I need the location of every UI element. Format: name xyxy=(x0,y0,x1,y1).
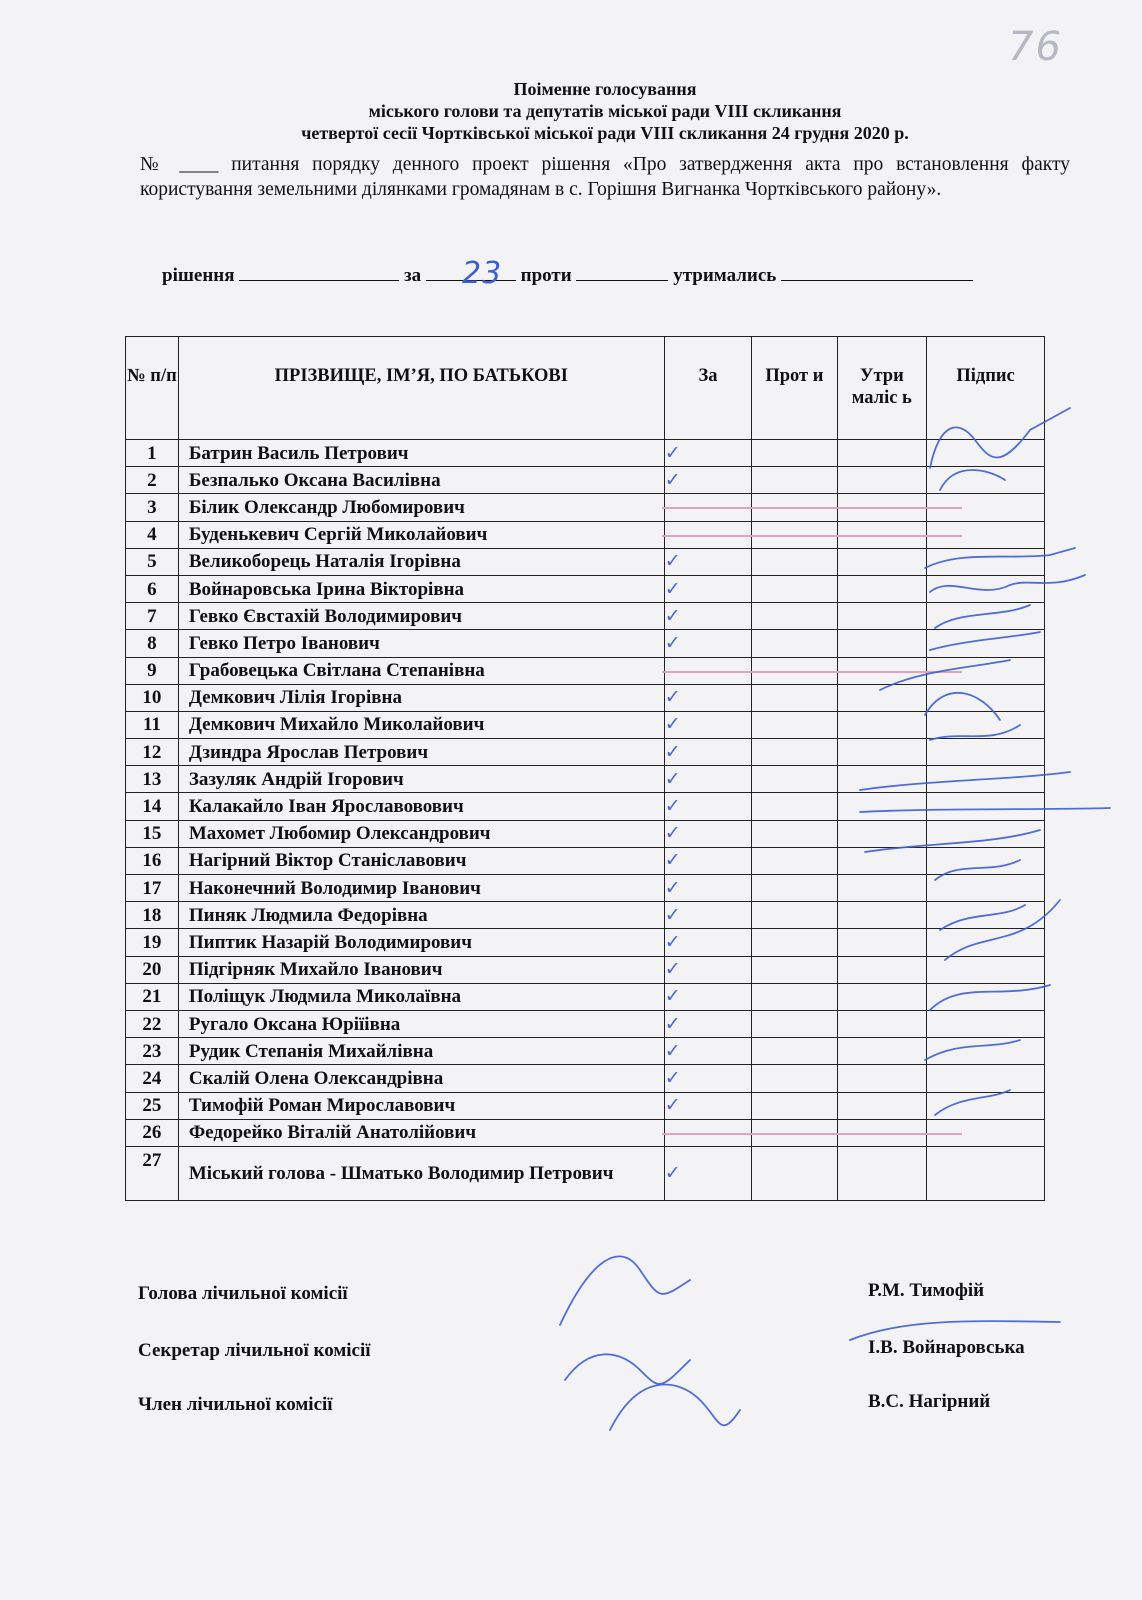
row-vote-for: ✓ xyxy=(664,820,751,847)
signature-member xyxy=(610,1385,740,1430)
row-vote-abstained xyxy=(837,929,926,956)
title-line-1: Поіменне голосування xyxy=(513,79,697,99)
vote-results-line xyxy=(162,262,1062,287)
row-number: 15 xyxy=(126,820,179,847)
row-name: Тимофій Роман Мирославович xyxy=(178,1092,664,1119)
row-signature xyxy=(927,847,1045,874)
row-name: Демкович Лілія Ігорівна xyxy=(178,684,664,711)
row-vote-abstained xyxy=(837,766,926,793)
row-number: 26 xyxy=(126,1119,179,1146)
table-row xyxy=(126,1038,1045,1065)
row-name: Батрин Василь Петрович xyxy=(178,440,664,467)
table-header-row xyxy=(126,337,1045,440)
row-vote-for: ✓ xyxy=(664,902,751,929)
row-vote-for: ✓ xyxy=(664,1038,751,1065)
row-name: Буденькевич Сергій Миколайович xyxy=(178,521,664,548)
row-vote-for: ✓ xyxy=(664,684,751,711)
row-name: Гевко Петро Іванович xyxy=(178,630,664,657)
row-vote-against xyxy=(752,548,837,575)
row-vote-against xyxy=(752,630,837,657)
row-vote-against xyxy=(752,467,837,494)
row-name: Поліщук Людмила Миколаївна xyxy=(178,983,664,1010)
title-line-3: четвертої сесії Чортківської міської ради VIII скликання 24 грудня 2020 р. xyxy=(301,123,909,143)
table-row xyxy=(126,793,1045,820)
row-number: 17 xyxy=(126,875,179,902)
row-vote-abstained xyxy=(837,956,926,983)
row-vote-for: ✓ xyxy=(664,1065,751,1092)
table-row xyxy=(126,684,1045,711)
row-vote-against xyxy=(752,711,837,738)
table-row xyxy=(126,929,1045,956)
row-name: Міський голова - Шматько Володимир Петрович xyxy=(178,1146,664,1200)
row-number: 25 xyxy=(126,1092,179,1119)
row-name: Рудик Степанія Михайлівна xyxy=(178,1038,664,1065)
row-signature xyxy=(927,548,1045,575)
table-row xyxy=(126,766,1045,793)
row-signature xyxy=(927,603,1045,630)
header-name: ПРІЗВИЩЕ, ІМ’Я, ПО БАТЬКОВІ xyxy=(178,337,664,440)
row-name: Дзиндра Ярослав Петрович xyxy=(178,739,664,766)
row-vote-abstained xyxy=(837,820,926,847)
row-number: 3 xyxy=(126,494,179,521)
row-vote-for: ✓ xyxy=(664,766,751,793)
row-number: 7 xyxy=(126,603,179,630)
row-signature xyxy=(927,929,1045,956)
row-vote-against xyxy=(752,847,837,874)
agenda-question: № ____ питання порядку денного проект рішення «Про затвердження акта про встановлення факту користування земельними ділянками громадянам в с. Горішня Вигнанка Чортківського району». xyxy=(140,154,1070,200)
row-vote-abstained xyxy=(837,440,926,467)
header-signature: Підпис xyxy=(927,337,1045,440)
row-vote-for: ✓ xyxy=(664,1010,751,1037)
row-vote-for: ✓ xyxy=(664,548,751,575)
row-name: Федорейко Віталій Анатолійович xyxy=(178,1119,664,1146)
table-row xyxy=(126,711,1045,738)
row-signature xyxy=(927,793,1045,820)
table-row xyxy=(126,1010,1045,1037)
row-vote-for: ✓ xyxy=(664,1092,751,1119)
row-vote-against xyxy=(752,1010,837,1037)
row-number: 5 xyxy=(126,548,179,575)
row-number: 14 xyxy=(126,793,179,820)
table-row xyxy=(126,467,1045,494)
row-vote-abstained xyxy=(837,902,926,929)
header-for: За xyxy=(664,337,751,440)
row-vote-against xyxy=(752,929,837,956)
row-number: 11 xyxy=(126,711,179,738)
decision-label: рішення xyxy=(162,265,235,286)
table-row xyxy=(126,956,1045,983)
page-number: 76 xyxy=(1008,24,1063,70)
table-row xyxy=(126,1092,1045,1119)
row-vote-abstained xyxy=(837,1092,926,1119)
vote-table xyxy=(125,336,1045,1201)
against-label: проти xyxy=(520,265,572,286)
row-signature xyxy=(927,575,1045,602)
row-number: 20 xyxy=(126,956,179,983)
table-row xyxy=(126,847,1045,874)
row-name: Скалій Олена Олександрівна xyxy=(178,1065,664,1092)
against-blank xyxy=(576,262,668,281)
row-vote-for: ✓ xyxy=(664,575,751,602)
row-number: 19 xyxy=(126,929,179,956)
row-name: Ругало Оксана Юріїівна xyxy=(178,1010,664,1037)
row-vote-against xyxy=(752,603,837,630)
row-number: 9 xyxy=(126,657,179,684)
row-signature xyxy=(927,440,1045,467)
row-number: 10 xyxy=(126,684,179,711)
for-count-handwritten: 23 xyxy=(462,256,503,291)
row-vote-against xyxy=(752,739,837,766)
row-number: 1 xyxy=(126,440,179,467)
row-vote-abstained xyxy=(837,847,926,874)
row-vote-for: ✓ xyxy=(664,929,751,956)
row-vote-for: ✓ xyxy=(664,440,751,467)
table-row xyxy=(126,603,1045,630)
row-name: Калакайло Іван Ярославовович xyxy=(178,793,664,820)
row-name: Нагірний Віктор Станіславович xyxy=(178,847,664,874)
row-vote-abstained xyxy=(837,739,926,766)
row-number: 16 xyxy=(126,847,179,874)
row-vote-for: ✓ xyxy=(664,630,751,657)
row-signature xyxy=(927,630,1045,657)
row-vote-against xyxy=(752,575,837,602)
title-line-2: міського голови та депутатів міської ради VIII скликання xyxy=(368,101,842,121)
row-signature xyxy=(927,1092,1045,1119)
table-row xyxy=(126,875,1045,902)
chair-label: Голова лічильної комісії xyxy=(138,1283,348,1304)
row-name: Наконечний Володимир Іванович xyxy=(178,875,664,902)
row-signature xyxy=(927,1065,1045,1092)
row-number: 12 xyxy=(126,739,179,766)
vote-rows xyxy=(126,440,1045,1201)
row-signature xyxy=(927,684,1045,711)
member-label: Член лічильної комісії xyxy=(138,1394,333,1415)
row-vote-abstained xyxy=(837,684,926,711)
table-row xyxy=(126,902,1045,929)
row-vote-for: ✓ xyxy=(664,875,751,902)
row-number: 18 xyxy=(126,902,179,929)
row-vote-against xyxy=(752,1038,837,1065)
for-label: за xyxy=(404,265,422,286)
absence-strike-line xyxy=(662,507,962,509)
row-vote-abstained xyxy=(837,1010,926,1037)
row-vote-abstained xyxy=(837,575,926,602)
row-vote-against xyxy=(752,902,837,929)
row-name: Пиняк Людмила Федорівна xyxy=(178,902,664,929)
header-against: Прот и xyxy=(752,337,837,440)
row-number: 22 xyxy=(126,1010,179,1037)
row-vote-against xyxy=(752,793,837,820)
row-vote-for: ✓ xyxy=(664,956,751,983)
row-vote-abstained xyxy=(837,1146,926,1200)
row-vote-abstained xyxy=(837,548,926,575)
row-vote-against xyxy=(752,766,837,793)
row-name: Великоборець Наталія Ігорівна xyxy=(178,548,664,575)
row-name: Грабовецька Світлана Степанівна xyxy=(178,657,664,684)
row-vote-for: ✓ xyxy=(664,1146,751,1200)
table-row xyxy=(126,739,1045,766)
secretary-label: Секретар лічильної комісії xyxy=(138,1340,371,1361)
row-signature xyxy=(927,1010,1045,1037)
row-vote-for: ✓ xyxy=(664,467,751,494)
absence-strike-line xyxy=(662,671,962,673)
table-row xyxy=(126,575,1045,602)
row-vote-abstained xyxy=(837,793,926,820)
row-number: 24 xyxy=(126,1065,179,1092)
row-vote-against xyxy=(752,1065,837,1092)
row-vote-against xyxy=(752,1146,837,1200)
row-number: 8 xyxy=(126,630,179,657)
row-signature xyxy=(927,983,1045,1010)
table-row xyxy=(126,1065,1045,1092)
row-number: 21 xyxy=(126,983,179,1010)
row-name: Пиптик Назарій Володимирович xyxy=(178,929,664,956)
row-name: Зазуляк Андрій Ігорович xyxy=(178,766,664,793)
document-title xyxy=(140,78,1070,144)
row-signature xyxy=(927,1038,1045,1065)
table-row xyxy=(126,440,1045,467)
absence-strike-line xyxy=(662,1133,962,1135)
row-signature xyxy=(927,467,1045,494)
decision-blank xyxy=(239,262,399,281)
row-name: Білик Олександр Любомирович xyxy=(178,494,664,521)
row-vote-against xyxy=(752,1092,837,1119)
row-signature xyxy=(927,956,1045,983)
table-row xyxy=(126,1146,1045,1200)
row-name: Войнаровська Ірина Вікторівна xyxy=(178,575,664,602)
row-signature xyxy=(927,902,1045,929)
row-name: Махомет Любомир Олександрович xyxy=(178,820,664,847)
row-signature xyxy=(927,875,1045,902)
row-signature xyxy=(927,711,1045,738)
table-row xyxy=(126,548,1045,575)
row-vote-against xyxy=(752,875,837,902)
row-signature xyxy=(927,739,1045,766)
row-vote-for: ✓ xyxy=(664,983,751,1010)
signature-chair xyxy=(560,1256,690,1325)
row-vote-abstained xyxy=(837,875,926,902)
row-vote-against xyxy=(752,956,837,983)
row-vote-for: ✓ xyxy=(664,711,751,738)
row-vote-abstained xyxy=(837,983,926,1010)
signature-secretary xyxy=(565,1354,690,1384)
row-name: Демкович Михайло Миколайович xyxy=(178,711,664,738)
secretary-name: І.В. Войнаровська xyxy=(868,1337,1025,1358)
row-vote-abstained xyxy=(837,711,926,738)
row-vote-for: ✓ xyxy=(664,603,751,630)
row-number: 2 xyxy=(126,467,179,494)
abstained-label: утримались xyxy=(673,265,777,286)
row-vote-against xyxy=(752,820,837,847)
row-vote-for: ✓ xyxy=(664,739,751,766)
table-row xyxy=(126,983,1045,1010)
abstained-blank xyxy=(781,262,973,281)
table-row xyxy=(126,630,1045,657)
row-number: 4 xyxy=(126,521,179,548)
header-num: № п/п xyxy=(126,337,179,440)
row-name: Підгірняк Михайло Іванович xyxy=(178,956,664,983)
row-name: Гевко Євстахій Володимирович xyxy=(178,603,664,630)
row-vote-abstained xyxy=(837,630,926,657)
chair-name: Р.М. Тимофій xyxy=(868,1280,985,1301)
row-number: 27 xyxy=(126,1146,179,1200)
row-number: 13 xyxy=(126,766,179,793)
row-vote-against xyxy=(752,440,837,467)
row-vote-against xyxy=(752,684,837,711)
table-row xyxy=(126,820,1045,847)
row-signature xyxy=(927,766,1045,793)
row-signature xyxy=(927,820,1045,847)
row-vote-against xyxy=(752,983,837,1010)
row-vote-abstained xyxy=(837,603,926,630)
row-number: 23 xyxy=(126,1038,179,1065)
row-vote-abstained xyxy=(837,1065,926,1092)
row-number: 6 xyxy=(126,575,179,602)
row-vote-abstained xyxy=(837,467,926,494)
row-vote-for: ✓ xyxy=(664,793,751,820)
absence-strike-line xyxy=(662,535,962,537)
header-abstained: Утри маліс ь xyxy=(837,337,926,440)
row-vote-for: ✓ xyxy=(664,847,751,874)
member-name: В.С. Нагірний xyxy=(868,1391,991,1412)
row-vote-abstained xyxy=(837,1038,926,1065)
row-signature xyxy=(927,1146,1045,1200)
row-name: Безпалько Оксана Василівна xyxy=(178,467,664,494)
